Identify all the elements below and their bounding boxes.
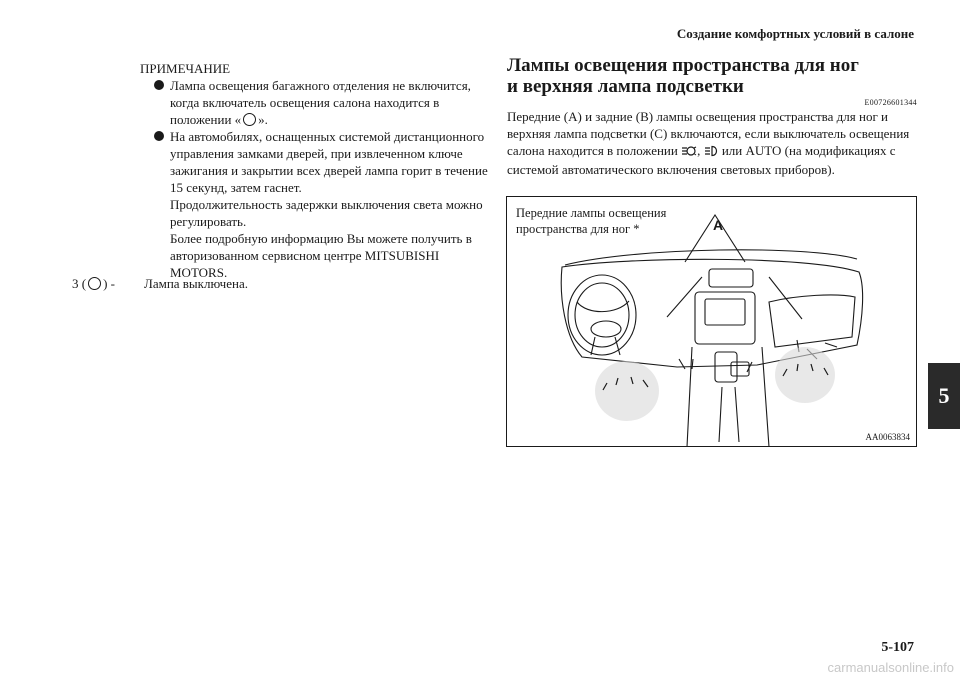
section-body — [507, 108, 917, 178]
headlamp-symbol-icon — [704, 144, 719, 161]
section-heading — [507, 55, 917, 97]
note-bullet-2-text: На автомобилях, оснащенных системой дистанционного управления замками дверей, при извлеченном ключе зажигания и закрытии всех дверей лампа горит в течение 15 секунд, затем гаснет. — [170, 129, 488, 195]
bullet-dot-icon — [154, 131, 164, 141]
footwell-lamp-figure — [506, 196, 917, 447]
note-block — [72, 60, 492, 281]
watermark: carmanualsonline.info — [827, 660, 954, 675]
note-title: ПРИМЕЧАНИЕ — [140, 61, 231, 76]
figure-caption-line-1: Передние лампы освещения — [516, 206, 667, 220]
chapter-tab: 5 — [928, 363, 960, 429]
dashboard-illustration — [507, 197, 918, 448]
bullet-dot-icon — [154, 80, 164, 90]
door-position-symbol-icon — [681, 144, 697, 161]
note-bullet-1-end: ». — [258, 112, 268, 127]
position-label-start: 3 ( — [72, 276, 87, 291]
header-title: Создание комфортных условий в салоне — [676, 26, 914, 41]
section-body-separator: , — [697, 143, 701, 158]
note-bullet-2 — [154, 128, 492, 196]
figure-label-a: A — [713, 217, 724, 233]
figure-caption-line-2: пространства для ног * — [516, 222, 640, 236]
note-bullet-1 — [154, 77, 492, 128]
note-paragraph-service: Более подробную информацию Вы можете получить в авторизованном сервисном центре MITSUBISHI MOTORS. — [170, 231, 472, 280]
lamp-off-circle-icon — [243, 113, 256, 126]
section-footwell-lamps — [507, 55, 917, 178]
position-description: Лампа выключена. — [144, 276, 248, 291]
gear-selector — [715, 352, 737, 382]
section-body-start: Передние (A) и задние (B) лампы освещения пространства для ног и верхняя лампа подсветки (C) включаются, если выключатель освещения салона находится в положении — [507, 109, 910, 158]
center-console — [695, 292, 755, 344]
glove-box — [769, 295, 855, 347]
section-heading-line-1: Лампы освещения пространства для ног — [507, 55, 859, 76]
page-number: 5-107 — [881, 640, 914, 655]
section-heading-line-2: и верхняя лампа подсветки — [507, 76, 744, 97]
switch-position-off — [72, 276, 248, 292]
note-paragraph-delay: Продолжительность задержки выключения света можно регулировать. — [170, 197, 483, 229]
section-body-end: или AUTO (на модификациях с системой автоматического включения световых приборов). — [507, 143, 896, 177]
note-bullet-1-text: Лампа освещения багажного отделения не включится, когда включатель освещения салона находится в положении « — [170, 78, 471, 127]
lamp-off-circle-icon — [88, 277, 101, 290]
footwell-light-left — [595, 361, 659, 421]
section-code: E00726601344 — [864, 98, 917, 107]
center-vent — [709, 269, 753, 287]
steering-wheel — [568, 275, 636, 355]
figure-code: AA0063834 — [865, 432, 910, 442]
position-label-end: ) - — [103, 276, 116, 291]
